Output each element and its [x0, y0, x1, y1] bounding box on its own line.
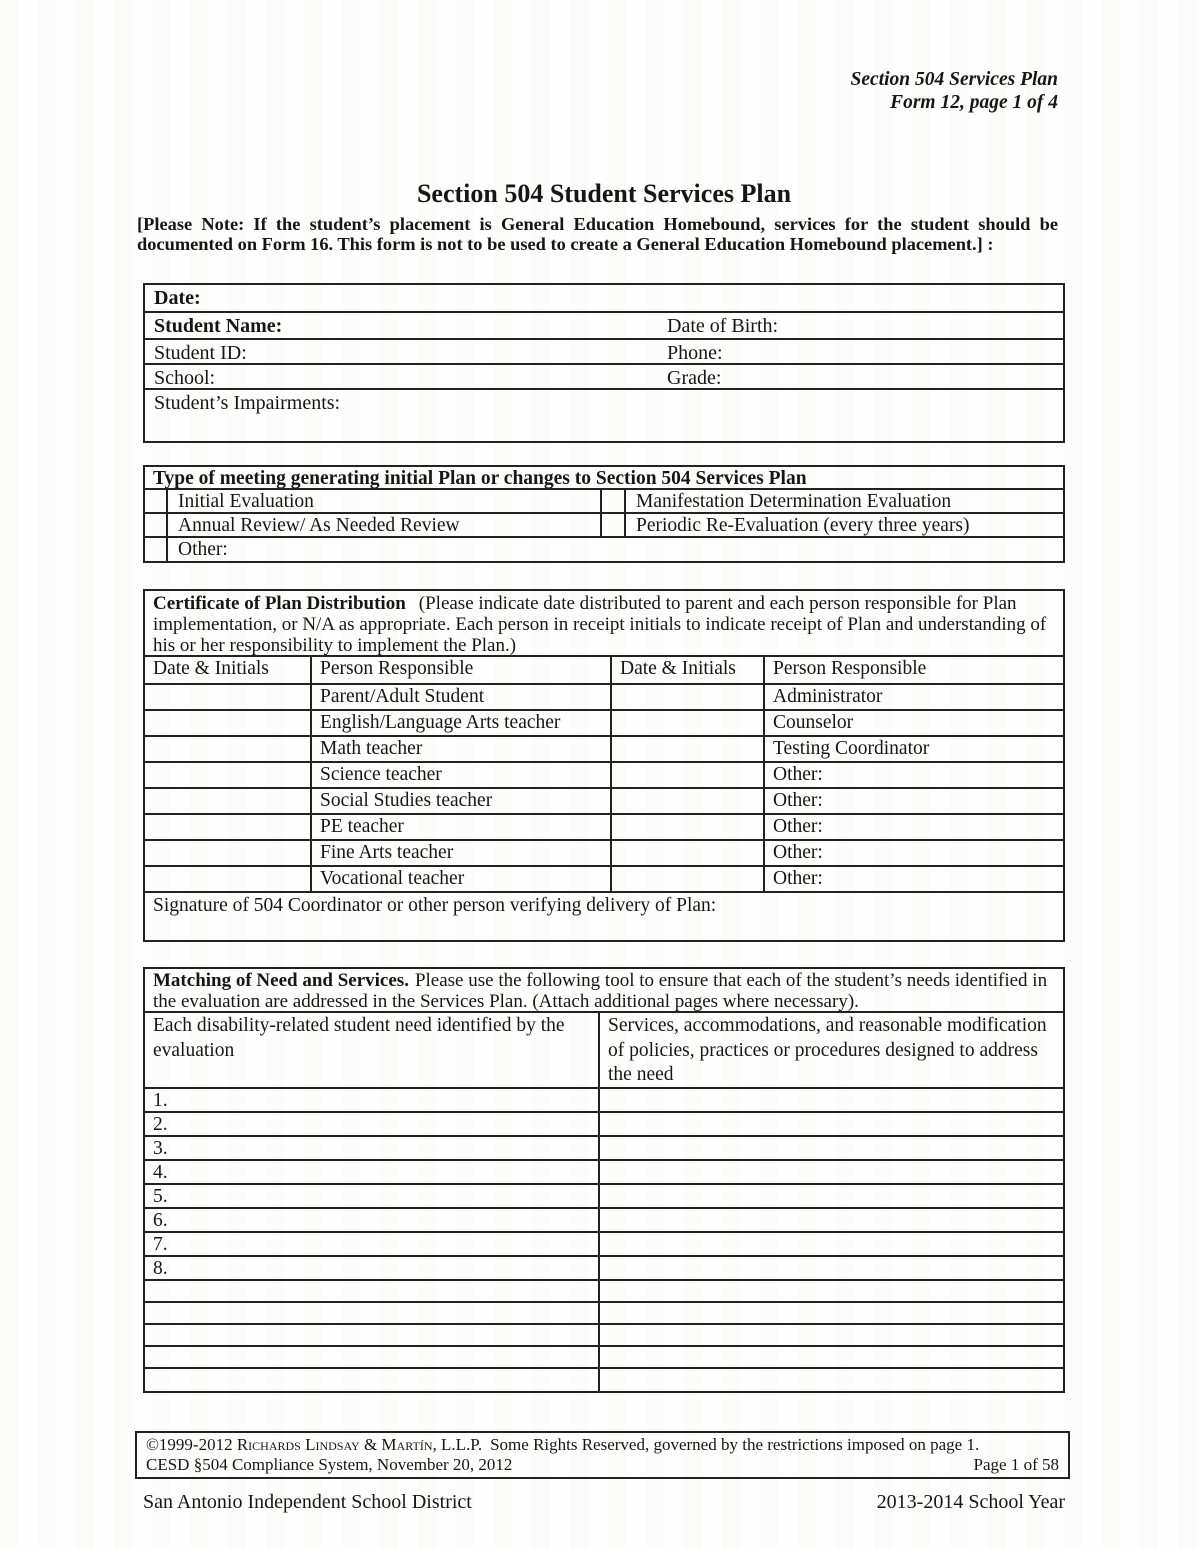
services-cell[interactable] — [600, 1161, 1063, 1183]
compliance-system-label: CESD §504 Compliance System, November 20, 2012 — [146, 1455, 513, 1474]
other-field[interactable]: Other: — [773, 816, 823, 837]
other-field[interactable]: Other: — [773, 764, 823, 785]
table-row — [145, 685, 1063, 711]
column-header: Date & Initials — [145, 657, 312, 683]
matching-caption — [145, 969, 1063, 1013]
need-cell[interactable] — [145, 1347, 600, 1367]
date-of-birth-label: Date of Birth: — [667, 315, 779, 337]
page-header — [851, 68, 1058, 114]
person-responsible-label: Social Studies teacher — [312, 789, 612, 813]
table-row[interactable] — [145, 365, 1063, 390]
table-row — [145, 841, 1063, 867]
column-header: Each disability-related student need identified by the evaluation — [145, 1013, 600, 1087]
date-initials-cell[interactable] — [145, 685, 312, 709]
person-responsible-label: Vocational teacher — [312, 867, 612, 891]
certificate-caption — [145, 591, 1063, 657]
checkbox-periodic-reevaluation[interactable] — [602, 514, 626, 536]
table-row — [145, 1089, 1063, 1113]
table-row — [145, 1233, 1063, 1257]
option-label: Annual Review/ As Needed Review — [168, 514, 602, 536]
signature-row[interactable] — [145, 893, 1063, 940]
person-responsible-label: Fine Arts teacher — [312, 841, 612, 865]
date-initials-cell[interactable] — [612, 711, 765, 735]
need-cell[interactable] — [145, 1325, 600, 1345]
services-cell[interactable] — [600, 1325, 1063, 1345]
need-cell[interactable]: 2. — [145, 1113, 600, 1135]
table-row — [145, 1303, 1063, 1325]
person-responsible-label: Math teacher — [312, 737, 612, 761]
date-initials-cell[interactable] — [145, 841, 312, 865]
date-initials-cell[interactable] — [145, 711, 312, 735]
person-responsible-label: English/Language Arts teacher — [312, 711, 612, 735]
footer-box — [135, 1431, 1070, 1479]
need-cell[interactable]: 8. — [145, 1257, 600, 1279]
person-responsible-label: Science teacher — [312, 763, 612, 787]
date-initials-cell[interactable] — [145, 815, 312, 839]
table-row — [145, 1257, 1063, 1281]
services-cell[interactable] — [600, 1089, 1063, 1111]
date-initials-cell[interactable] — [612, 763, 765, 787]
table-row — [145, 1161, 1063, 1185]
person-responsible-label: Testing Coordinator — [773, 738, 930, 759]
services-cell[interactable] — [600, 1281, 1063, 1301]
certificate-table — [143, 589, 1065, 942]
services-cell[interactable] — [600, 1233, 1063, 1255]
date-initials-cell[interactable] — [145, 789, 312, 813]
services-cell[interactable] — [600, 1209, 1063, 1231]
page-title: Section 504 Student Services Plan — [416, 179, 792, 208]
table-row — [145, 538, 1063, 561]
services-cell[interactable] — [600, 1347, 1063, 1367]
student-name-label: Student Name: — [154, 315, 283, 337]
services-cell[interactable] — [600, 1185, 1063, 1207]
table-row — [145, 737, 1063, 763]
certificate-title: Certificate of Plan Distribution — [153, 593, 406, 614]
table-row[interactable] — [145, 390, 1063, 441]
header-line-1: Section 504 Services Plan — [850, 69, 1058, 90]
date-initials-cell[interactable] — [612, 841, 765, 865]
header-line-2: Form 12, page 1 of 4 — [890, 92, 1058, 113]
need-cell[interactable]: 1. — [145, 1089, 600, 1111]
need-cell[interactable]: 5. — [145, 1185, 600, 1207]
other-field[interactable]: Other: — [773, 868, 823, 889]
matching-title: Matching of Need and Services. — [153, 970, 409, 991]
need-cell[interactable] — [145, 1369, 600, 1391]
impairments-label: Student’s Impairments: — [154, 392, 341, 414]
date-label: Date: — [154, 287, 201, 309]
rights-text: Some Rights Reserved, governed by the restrictions imposed on page 1. — [490, 1435, 980, 1454]
table-row — [145, 1281, 1063, 1303]
other-field[interactable]: Other: — [773, 790, 823, 811]
date-initials-cell[interactable] — [145, 867, 312, 891]
grade-label: Grade: — [667, 367, 722, 389]
phone-label: Phone: — [667, 342, 723, 364]
matching-table — [143, 967, 1065, 1393]
table-row — [145, 514, 1063, 538]
system-line — [146, 1455, 1059, 1475]
table-row — [145, 1347, 1063, 1369]
table-row — [145, 1325, 1063, 1347]
please-note-paragraph: [Please Note: If the student’s placement is General Education Homebound, services for the student should be documented on Form 16. This form is not to be used to create a General Education Homebound placement.] : — [137, 214, 1058, 254]
person-responsible-label: Parent/Adult Student — [312, 685, 612, 709]
date-initials-cell[interactable] — [612, 815, 765, 839]
copyright-prefix: ©1999-2012 — [146, 1435, 237, 1454]
table-row — [145, 815, 1063, 841]
person-responsible-label: Counselor — [773, 712, 854, 733]
services-cell[interactable] — [600, 1257, 1063, 1279]
firm-name: Richards Lindsay & Martín, L.L.P. — [236, 1435, 483, 1454]
table-row — [145, 711, 1063, 737]
matching-instructions: Please use the following tool to ensure that each of the student’s needs identified in the evaluation are addressed in the Services Plan. (Attach additional pages where necessary). — [153, 970, 1048, 1012]
table-row — [145, 1209, 1063, 1233]
option-label: Periodic Re-Evaluation (every three years) — [636, 515, 970, 536]
column-header: Person Responsible — [312, 657, 612, 683]
table-row — [145, 867, 1063, 893]
need-cell[interactable]: 6. — [145, 1209, 600, 1231]
checkbox-other[interactable] — [145, 538, 168, 561]
table-row[interactable] — [145, 285, 1063, 313]
date-initials-cell[interactable] — [612, 789, 765, 813]
checkbox-annual-review[interactable] — [145, 514, 168, 536]
table-row — [145, 490, 1063, 514]
table-row — [145, 763, 1063, 789]
option-label: Initial Evaluation — [168, 490, 602, 512]
need-cell[interactable]: 7. — [145, 1233, 600, 1255]
table-row[interactable] — [145, 340, 1063, 365]
date-initials-cell[interactable] — [145, 763, 312, 787]
services-cell[interactable] — [600, 1303, 1063, 1323]
need-cell[interactable] — [145, 1281, 600, 1301]
copyright-line — [146, 1435, 1059, 1455]
table-row — [145, 1369, 1063, 1391]
other-field[interactable]: Other: — [773, 842, 823, 863]
page-number: Page 1 of 58 — [973, 1455, 1059, 1474]
date-initials-cell[interactable] — [612, 685, 765, 709]
page-footer — [143, 1491, 1065, 1514]
meeting-type-table — [143, 465, 1065, 563]
table-row[interactable] — [145, 313, 1063, 340]
other-field[interactable]: Other: — [178, 539, 228, 560]
person-responsible-label: PE teacher — [312, 815, 612, 839]
services-cell[interactable] — [600, 1113, 1063, 1135]
column-header: Person Responsible — [773, 658, 927, 679]
table-row — [145, 1113, 1063, 1137]
services-cell[interactable] — [600, 1137, 1063, 1159]
column-header: Services, accommodations, and reasonable modification of policies, practices or procedures designed to address the need — [608, 1015, 1047, 1085]
checkbox-manifestation-determination[interactable] — [602, 490, 626, 512]
student-info-table — [143, 283, 1065, 443]
table-row — [145, 1185, 1063, 1209]
student-id-label: Student ID: — [154, 342, 247, 364]
district-name: San Antonio Independent School District — [143, 1491, 472, 1513]
checkbox-initial-evaluation[interactable] — [145, 490, 168, 512]
person-responsible-label: Administrator — [773, 686, 883, 707]
date-initials-cell[interactable] — [145, 737, 312, 761]
services-cell[interactable] — [600, 1369, 1063, 1391]
need-cell[interactable] — [145, 1303, 600, 1323]
need-cell[interactable]: 4. — [145, 1161, 600, 1183]
certificate-column-headers — [145, 657, 1063, 685]
date-initials-cell[interactable] — [612, 737, 765, 761]
certificate-instructions: (Please indicate date distributed to parent and each person responsible for Plan implementation, or N/A as appropriate. Each person in receipt initials to indicate receipt of Plan and understanding of his or her responsibility to implement the Plan.) — [153, 593, 1047, 656]
meeting-type-header: Type of meeting generating initial Plan or changes to Section 504 Services Plan — [145, 467, 1063, 490]
date-initials-cell[interactable] — [612, 867, 765, 891]
signature-label: Signature of 504 Coordinator or other person verifying delivery of Plan: — [153, 895, 717, 916]
column-header: Date & Initials — [612, 657, 765, 683]
table-row — [145, 789, 1063, 815]
school-label: School: — [154, 367, 216, 389]
table-row — [145, 1137, 1063, 1161]
matching-column-headers — [145, 1013, 1063, 1089]
option-label: Manifestation Determination Evaluation — [636, 491, 952, 512]
school-year: 2013-2014 School Year — [876, 1491, 1065, 1513]
need-cell[interactable]: 3. — [145, 1137, 600, 1159]
